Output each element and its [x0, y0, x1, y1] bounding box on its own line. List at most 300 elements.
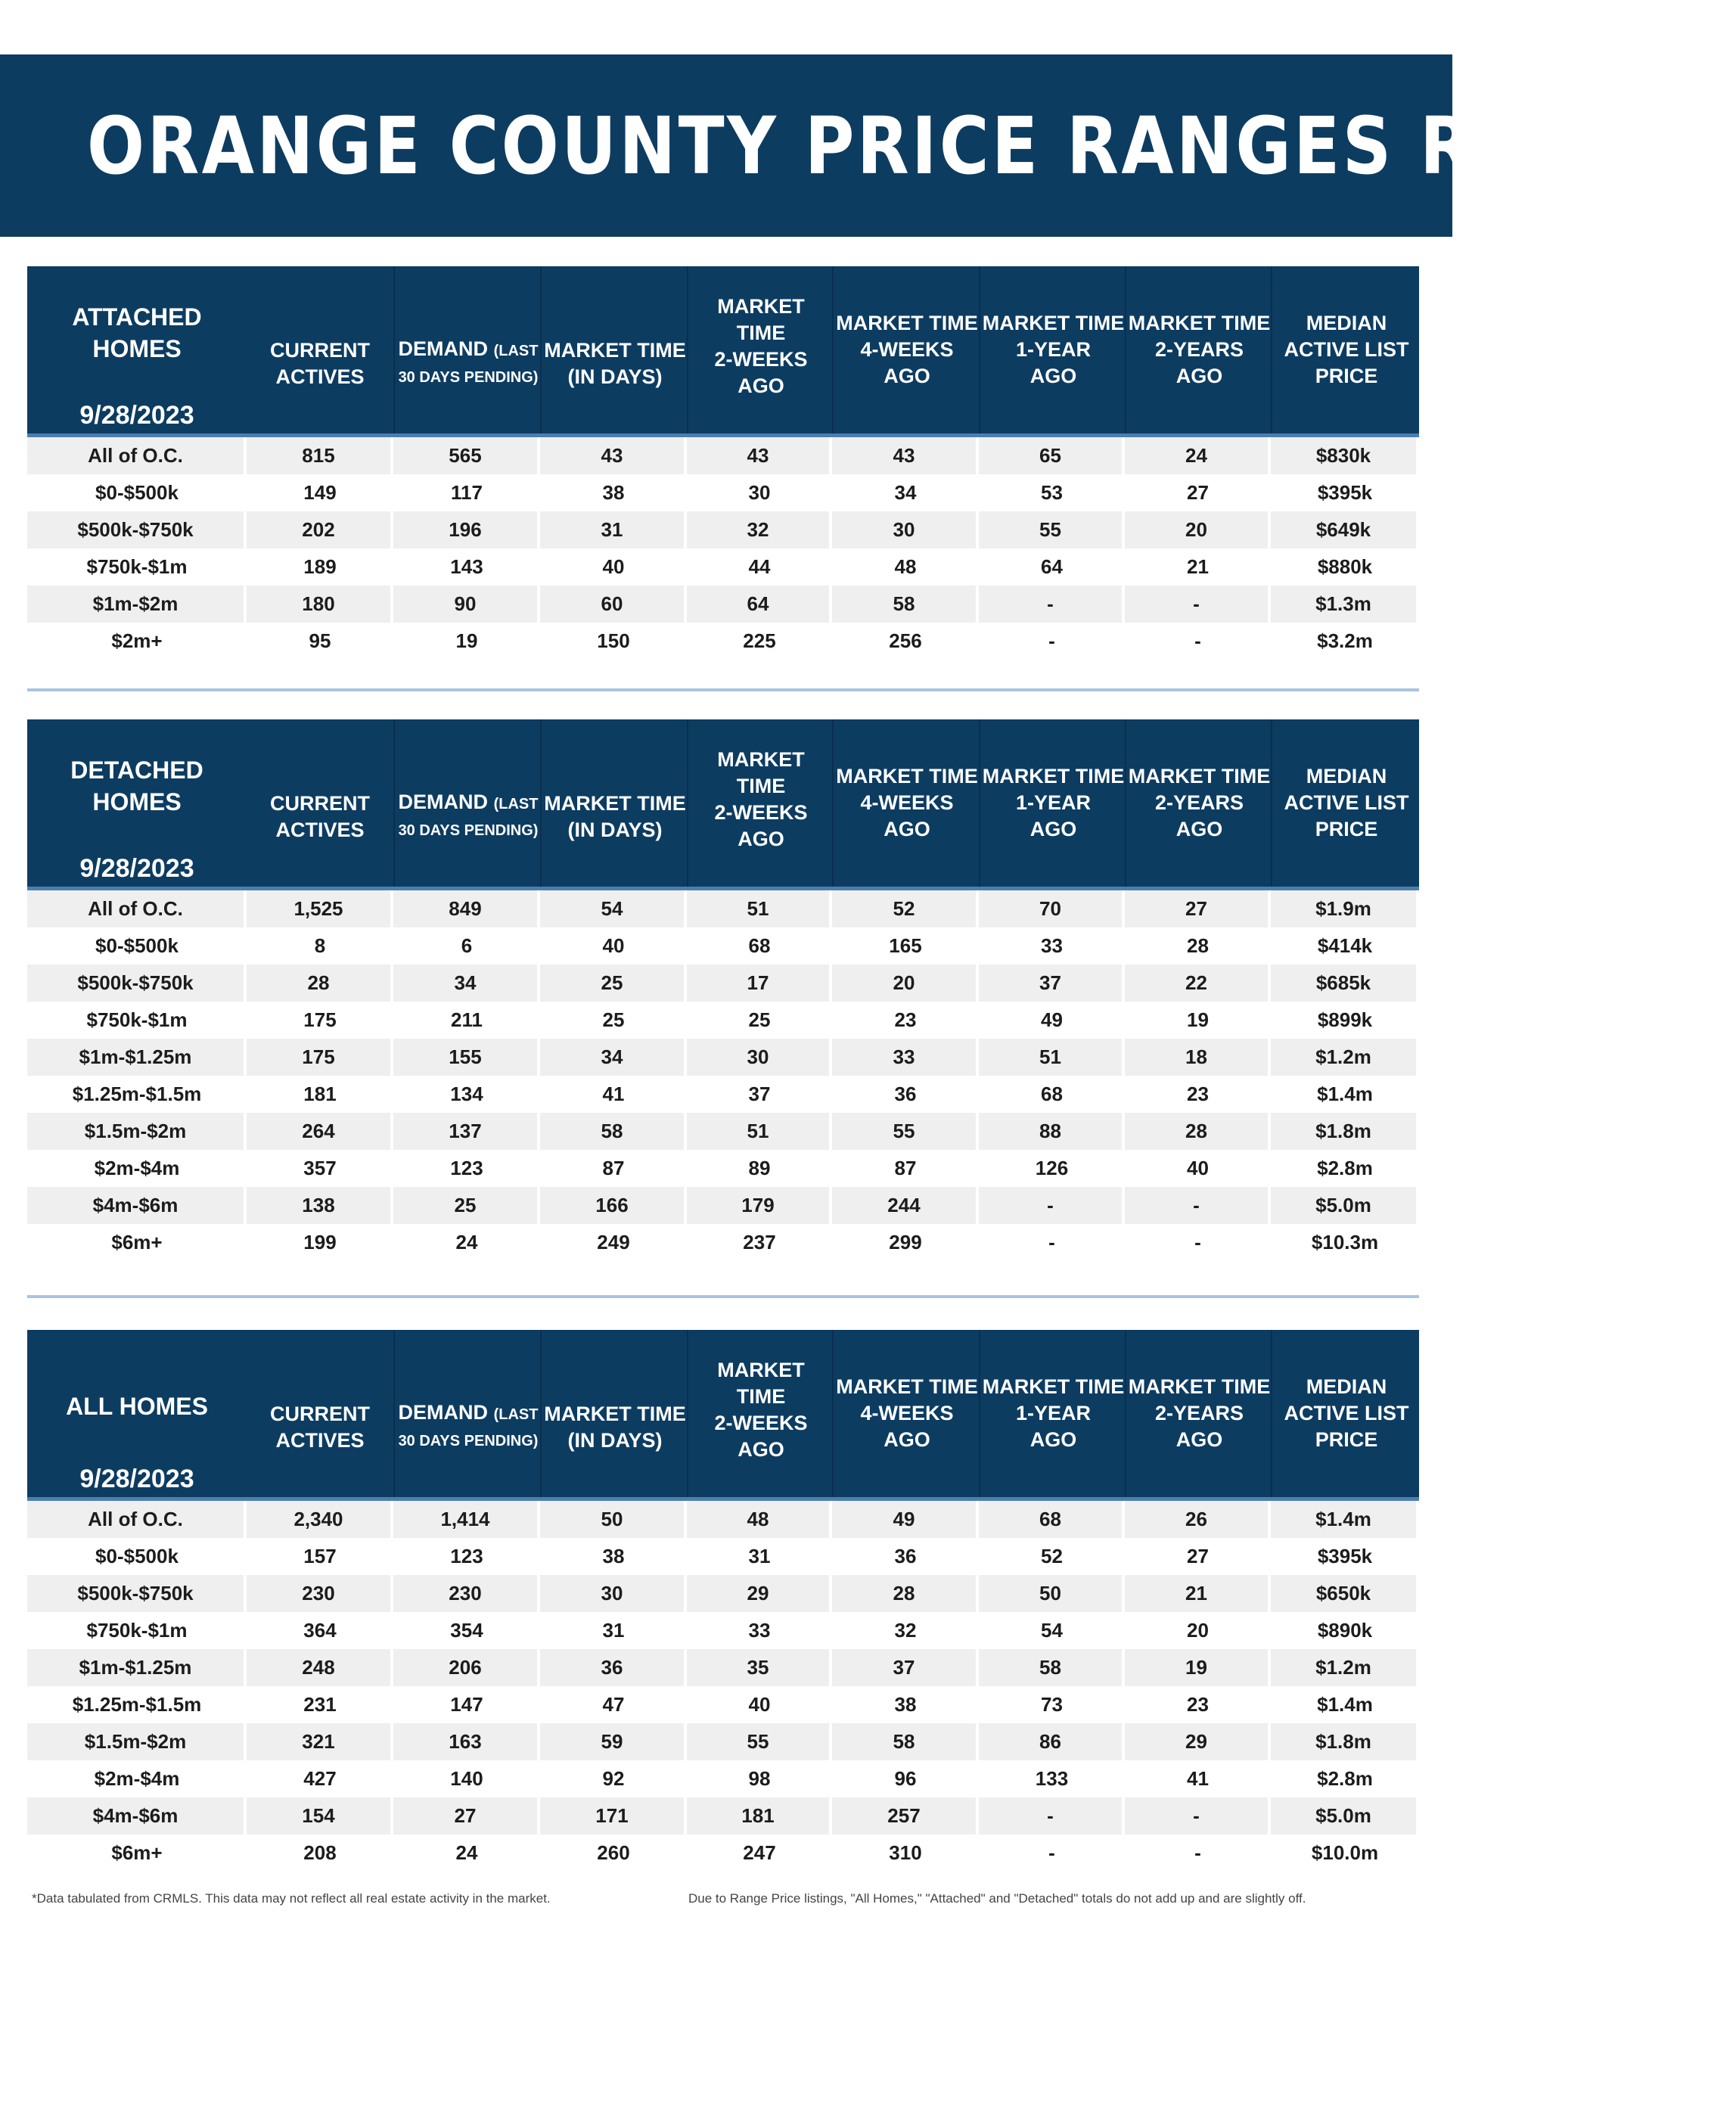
column-header-line: ACTIVES: [275, 1428, 365, 1452]
table-row: [27, 1002, 1419, 1039]
demand: 24: [455, 1841, 478, 1864]
column-header-line: ACTIVES: [275, 365, 365, 388]
column-header-line: AGO: [1029, 365, 1077, 387]
table-row: [27, 511, 1419, 548]
row-label: $2m+: [111, 629, 163, 652]
demand-header-line: [399, 789, 539, 818]
row-label: $750k-$1m: [86, 1619, 188, 1642]
demand: 117: [451, 481, 483, 504]
median-price: $685k: [1271, 965, 1419, 1002]
row-label: All of O.C.: [27, 1501, 247, 1538]
demand-header-sub: (LAST: [493, 343, 539, 359]
current-actives: 157: [303, 1545, 337, 1567]
column-header-line: 2-YEARS: [1154, 791, 1244, 814]
market-time-1y: -: [979, 1797, 1125, 1834]
column-header-line: TIME: [736, 774, 786, 797]
median-price: $880k: [1317, 555, 1373, 578]
column-header-market-time-2y: [1125, 1330, 1272, 1497]
market-time-2w: 68: [748, 934, 771, 957]
current-actives: 175: [247, 1039, 393, 1076]
column-header-line: MARKET TIME: [1128, 312, 1271, 334]
demand: 196: [393, 511, 540, 548]
demand-header-line: [399, 336, 539, 365]
market-time-2y: 28: [1187, 934, 1209, 957]
current-actives: 427: [303, 1767, 337, 1790]
market-time-1y: 65: [979, 437, 1125, 474]
section-title-line: DETACHED: [70, 756, 203, 784]
market-time: 31: [540, 511, 687, 548]
table-header: [27, 719, 1419, 890]
market-time: 31: [602, 1619, 625, 1642]
column-header-text: [544, 763, 685, 843]
market-time: 166: [540, 1187, 687, 1224]
market-time-2w: 247: [743, 1841, 776, 1864]
column-header-line: MEDIAN: [1306, 765, 1387, 788]
demand: 123: [450, 1545, 483, 1567]
market-time: 40: [602, 934, 625, 957]
column-header-text: [1284, 1374, 1408, 1453]
current-actives: 8: [314, 934, 326, 957]
section-title-cell: [27, 1330, 247, 1497]
row-label: $4m-$6m: [27, 1187, 247, 1224]
column-header-line: 2-WEEKS: [714, 347, 808, 371]
current-actives: 175: [303, 1008, 337, 1031]
column-header-line: PRICE: [1315, 365, 1378, 387]
row-label: $1.25m-$1.5m: [72, 1693, 202, 1716]
demand: 25: [393, 1187, 540, 1224]
market-time-4w: 33: [832, 1039, 979, 1076]
demand: 90: [393, 586, 540, 623]
column-header-demand: [393, 1330, 542, 1497]
market-time-2w: 51: [687, 1113, 832, 1150]
table-row: [27, 1538, 1419, 1575]
column-header-demand: [393, 266, 542, 433]
report-date: 9/28/2023: [79, 1465, 194, 1493]
market-time-1y: -: [1048, 629, 1055, 652]
column-header-market-time: [540, 1330, 688, 1497]
column-header-line: MARKET TIME: [836, 312, 978, 334]
column-header-text: [399, 309, 539, 391]
column-header-line: AGO: [884, 365, 930, 387]
market-time-2y: 26: [1125, 1501, 1271, 1538]
column-header-market-time-2w: [687, 1330, 834, 1497]
column-header-text: [544, 1374, 685, 1454]
column-header-text: [836, 310, 977, 390]
market-time-2w: 64: [687, 586, 832, 623]
market-time-1y: -: [1048, 1841, 1055, 1864]
market-time-2y: 19: [1125, 1649, 1271, 1686]
column-header-text: [983, 1374, 1124, 1453]
row-label: $750k-$1m: [86, 555, 188, 578]
market-time-4w: 23: [894, 1008, 917, 1031]
column-header-median-price: [1271, 1330, 1421, 1497]
market-time-1y: 73: [1041, 1693, 1063, 1716]
market-time-1y: 86: [979, 1723, 1125, 1760]
market-time: 40: [602, 555, 625, 578]
market-time-2y: 22: [1125, 965, 1271, 1002]
market-time-4w: 32: [894, 1619, 917, 1642]
demand: 565: [393, 437, 540, 474]
demand-header-sub: (LAST: [493, 1406, 539, 1423]
market-time: 54: [540, 890, 687, 927]
median-price: $395k: [1317, 1545, 1373, 1567]
market-time-1y: 37: [979, 965, 1125, 1002]
column-header-line: 1-YEAR: [1015, 1402, 1091, 1424]
column-header-line: AGO: [738, 374, 784, 397]
column-header-text: [714, 747, 807, 860]
market-time: 25: [602, 1008, 625, 1031]
demand: 123: [450, 1157, 483, 1179]
demand-header-sub: 30 DAYS PENDING): [398, 822, 539, 839]
market-time-2y: -: [1125, 1797, 1271, 1834]
median-price: $414k: [1317, 934, 1373, 957]
market-time-4w: 299: [889, 1231, 922, 1254]
median-price: $3.2m: [1317, 629, 1373, 652]
table-row: [27, 1797, 1419, 1834]
market-time-4w: 28: [832, 1575, 979, 1612]
median-price: $1.8m: [1271, 1113, 1419, 1150]
column-header-text: [270, 1374, 370, 1454]
column-header-market-time-4w: [832, 1330, 980, 1497]
current-actives: 180: [247, 586, 393, 623]
table-header: [27, 1330, 1419, 1501]
market-time-2w: 225: [743, 629, 776, 652]
column-header-line: 2-YEARS: [1154, 338, 1244, 361]
market-time-4w: 165: [889, 934, 922, 957]
table-rows: [27, 437, 1419, 660]
market-time-2y: -: [1125, 1187, 1271, 1224]
market-time-1y: -: [979, 586, 1125, 623]
column-header-current-actives: [247, 719, 393, 887]
table-row: [27, 965, 1419, 1002]
demand: 163: [393, 1723, 540, 1760]
column-header-line: MEDIAN: [1306, 1375, 1387, 1398]
column-header-text: [399, 1372, 539, 1455]
median-price: $2.8m: [1317, 1157, 1373, 1179]
market-time-4w: 37: [832, 1649, 979, 1686]
market-time-4w: 257: [832, 1797, 979, 1834]
row-label: $500k-$750k: [27, 511, 247, 548]
market-time-2y: 27: [1187, 1545, 1209, 1567]
column-header-text: [544, 310, 685, 390]
column-header-text: [714, 294, 807, 407]
demand-header-sub: 30 DAYS PENDING): [398, 369, 539, 386]
market-time-2y: 23: [1187, 1693, 1209, 1716]
current-actives: 364: [303, 1619, 337, 1642]
column-header-text: [399, 762, 539, 844]
market-time: 25: [540, 965, 687, 1002]
column-header-line: MARKET TIME: [982, 765, 1125, 788]
column-header-text: [270, 310, 370, 390]
demand: 147: [450, 1693, 483, 1716]
market-time-4w: 43: [832, 437, 979, 474]
column-header-current-actives: [247, 1330, 393, 1497]
current-actives: 248: [247, 1649, 393, 1686]
market-time: 150: [597, 629, 630, 652]
demand: 140: [450, 1767, 483, 1790]
column-header-text: [1129, 1374, 1270, 1453]
market-time: 92: [602, 1767, 625, 1790]
market-time-4w: 96: [894, 1767, 917, 1790]
column-header-line: MARKET: [717, 747, 805, 771]
column-header-line: PRICE: [1315, 1428, 1378, 1451]
market-time-1y: 50: [979, 1575, 1125, 1612]
market-time-2y: 23: [1187, 1083, 1209, 1105]
market-time-1y: 126: [1035, 1157, 1069, 1179]
market-time: 87: [602, 1157, 625, 1179]
column-header-market-time-2w: [687, 266, 834, 433]
column-header-line: MARKET TIME: [982, 312, 1125, 334]
demand-header-main: DEMAND: [398, 337, 489, 360]
market-time-2w: 43: [687, 437, 832, 474]
column-header-demand: [393, 719, 542, 887]
column-header-line: MEDIAN: [1306, 312, 1387, 334]
current-actives: 181: [303, 1083, 337, 1105]
current-actives: 2,340: [247, 1501, 393, 1538]
market-time-2w: 44: [748, 555, 771, 578]
column-header-market-time: [540, 266, 688, 433]
row-label: $6m+: [111, 1231, 163, 1254]
market-time: 59: [540, 1723, 687, 1760]
market-time-2y: 29: [1125, 1723, 1271, 1760]
current-actives: 357: [303, 1157, 337, 1179]
column-header-line: 1-YEAR: [1015, 791, 1091, 814]
column-header-line: MARKET TIME: [1128, 1375, 1271, 1398]
market-time-4w: 38: [894, 1693, 917, 1716]
row-label: $500k-$750k: [27, 1575, 247, 1612]
market-time-2w: 37: [748, 1083, 771, 1105]
market-time-4w: 34: [894, 481, 917, 504]
column-header-market-time-1y: [979, 266, 1126, 433]
market-time-2w: 25: [748, 1008, 771, 1031]
column-header-line: MARKET TIME: [544, 1402, 686, 1425]
market-time-2y: 27: [1125, 890, 1271, 927]
column-header-line: 2-YEARS: [1154, 1402, 1244, 1424]
row-label: $1.5m-$2m: [27, 1113, 247, 1150]
column-header-median-price: [1271, 266, 1421, 433]
table-row: [27, 1501, 1419, 1538]
median-price: $1.4m: [1317, 1083, 1373, 1105]
row-label: $2m-$4m: [94, 1157, 180, 1179]
demand: 24: [455, 1231, 478, 1254]
column-header-market-time-2y: [1125, 266, 1272, 433]
section-divider: [27, 1295, 1419, 1298]
market-time: 38: [602, 1545, 625, 1567]
current-actives: 202: [247, 511, 393, 548]
demand: 137: [393, 1113, 540, 1150]
table-header: [27, 266, 1419, 437]
row-label: $0-$500k: [95, 934, 179, 957]
column-header-market-time-2w: [687, 719, 834, 887]
market-time-2w: 29: [687, 1575, 832, 1612]
median-price: $890k: [1317, 1619, 1373, 1642]
column-header-line: AGO: [738, 827, 784, 850]
market-time-2w: 89: [748, 1157, 771, 1179]
row-label: All of O.C.: [27, 890, 247, 927]
column-header-text: [1284, 310, 1408, 390]
table-row: [27, 1575, 1419, 1612]
market-time-2y: 20: [1125, 511, 1271, 548]
column-header-text: [1284, 763, 1408, 843]
demand-header-main: DEMAND: [398, 1401, 489, 1424]
market-time: 30: [540, 1575, 687, 1612]
market-time-4w: 310: [889, 1841, 922, 1864]
column-header-text: [1129, 310, 1270, 390]
current-actives: 199: [303, 1231, 337, 1254]
table-row: [27, 1723, 1419, 1760]
market-time-2w: 31: [748, 1545, 771, 1567]
market-time-1y: 55: [979, 511, 1125, 548]
market-time: 50: [540, 1501, 687, 1538]
market-time: 58: [540, 1113, 687, 1150]
table-rows: [27, 890, 1419, 1261]
market-time-2w: 30: [748, 481, 771, 504]
table-row: [27, 1834, 1419, 1872]
market-time-2w: 33: [748, 1619, 771, 1642]
market-time: 38: [602, 481, 625, 504]
column-header-market-time-4w: [832, 266, 980, 433]
demand: 27: [393, 1797, 540, 1834]
market-time: 249: [597, 1231, 630, 1254]
column-header-line: ACTIVES: [275, 818, 365, 841]
column-header-line: MARKET TIME: [836, 1375, 978, 1398]
demand: 206: [393, 1649, 540, 1686]
median-price: $1.4m: [1271, 1501, 1419, 1538]
market-time-2w: 237: [743, 1231, 776, 1254]
section-title-line: ATTACHED: [72, 303, 202, 331]
row-label: $1.5m-$2m: [27, 1723, 247, 1760]
market-time: 36: [540, 1649, 687, 1686]
column-header-line: (IN DAYS): [567, 1428, 663, 1452]
column-header-line: MARKET TIME: [544, 791, 686, 815]
market-time-1y: -: [1048, 1231, 1055, 1254]
market-time-2w: 48: [687, 1501, 832, 1538]
market-time-2y: 28: [1125, 1113, 1271, 1150]
market-time-4w: 48: [894, 555, 917, 578]
table-row: [27, 1760, 1419, 1797]
column-header-line: PRICE: [1315, 818, 1378, 840]
median-price: $650k: [1271, 1575, 1419, 1612]
market-time-1y: 52: [1041, 1545, 1063, 1567]
row-label: $1.25m-$1.5m: [72, 1083, 202, 1105]
demand-header-line: [399, 1400, 539, 1428]
market-time-4w: 20: [832, 965, 979, 1002]
market-time-1y: 68: [979, 1501, 1125, 1538]
table-row: [27, 1224, 1419, 1261]
market-time-2w: 35: [687, 1649, 832, 1686]
current-actives: 321: [247, 1723, 393, 1760]
market-time-4w: 55: [832, 1113, 979, 1150]
column-header-line: 4-WEEKS: [860, 1402, 954, 1424]
row-label: $0-$500k: [95, 1545, 179, 1567]
median-price: $1.4m: [1317, 1693, 1373, 1716]
market-time-1y: 49: [1041, 1008, 1063, 1031]
demand: 19: [455, 629, 478, 652]
market-time-2y: -: [1194, 629, 1201, 652]
demand: 143: [450, 555, 483, 578]
column-header-line: AGO: [884, 1428, 930, 1451]
price-range-table: [27, 266, 1419, 660]
column-header-line: MARKET TIME: [544, 338, 686, 362]
market-time-1y: 64: [1041, 555, 1063, 578]
market-time-2w: 55: [687, 1723, 832, 1760]
market-time-4w: 256: [889, 629, 922, 652]
median-price: $1.3m: [1271, 586, 1419, 623]
report-title: ORANGE COUNTY PRICE RANGES REPORT: [87, 99, 1736, 192]
market-time: 43: [540, 437, 687, 474]
section-title-line: ALL HOMES: [66, 1393, 208, 1420]
column-header-line: AGO: [1175, 818, 1223, 840]
column-header-line: MARKET TIME: [836, 765, 978, 788]
demand: 1,414: [393, 1501, 540, 1538]
column-header-text: [1129, 763, 1270, 843]
row-label: $1m-$2m: [27, 586, 247, 623]
market-time-2y: 41: [1187, 1767, 1209, 1790]
median-price: $1.9m: [1271, 890, 1419, 927]
column-header-line: AGO: [1029, 818, 1077, 840]
current-actives: 264: [247, 1113, 393, 1150]
row-label: $0-$500k: [95, 481, 179, 504]
demand-header-main: DEMAND: [398, 791, 489, 813]
demand: 354: [450, 1619, 483, 1642]
current-actives: 154: [247, 1797, 393, 1834]
market-time-2y: 27: [1187, 481, 1209, 504]
column-header-line: AGO: [1029, 1428, 1077, 1451]
section-title-line: HOMES: [92, 335, 182, 362]
current-actives: 231: [303, 1693, 337, 1716]
demand: 134: [450, 1083, 483, 1105]
market-time-2w: 40: [748, 1693, 771, 1716]
demand: 230: [393, 1575, 540, 1612]
section-divider: [27, 688, 1419, 691]
market-time: 260: [597, 1841, 630, 1864]
median-price: $10.0m: [1311, 1841, 1379, 1864]
column-header-line: ACTIVE LIST: [1284, 791, 1409, 814]
section-title-cell: [27, 266, 247, 433]
column-header-text: [836, 763, 977, 843]
demand: 34: [393, 965, 540, 1002]
table-row: [27, 890, 1419, 927]
column-header-line: 2-WEEKS: [714, 800, 808, 824]
report-banner: [0, 54, 1736, 237]
column-header-line: 4-WEEKS: [860, 338, 954, 361]
column-header-text: [714, 1357, 807, 1471]
column-header-market-time-1y: [979, 1330, 1126, 1497]
current-actives: 208: [303, 1841, 337, 1864]
column-header-text: [983, 310, 1124, 390]
price-range-table: [27, 719, 1419, 1261]
demand: 211: [451, 1008, 483, 1031]
market-time-2w: 98: [748, 1767, 771, 1790]
market-time-4w: 49: [832, 1501, 979, 1538]
demand: 849: [393, 890, 540, 927]
market-time-4w: 87: [894, 1157, 917, 1179]
market-time-2w: 32: [687, 511, 832, 548]
column-header-line: CURRENT: [270, 338, 370, 362]
table-row: [27, 1649, 1419, 1686]
column-header-line: MARKET: [717, 1358, 805, 1381]
table-row: [27, 548, 1419, 586]
column-header-market-time-1y: [979, 719, 1126, 887]
demand-header-sub: 30 DAYS PENDING): [398, 1433, 539, 1449]
market-time-2y: -: [1125, 586, 1271, 623]
market-time-2y: 24: [1125, 437, 1271, 474]
table-row: [27, 623, 1419, 660]
current-actives: 1,525: [247, 890, 393, 927]
table-row: [27, 927, 1419, 965]
column-header-line: (IN DAYS): [567, 365, 663, 388]
market-time-2y: 21: [1187, 555, 1209, 578]
